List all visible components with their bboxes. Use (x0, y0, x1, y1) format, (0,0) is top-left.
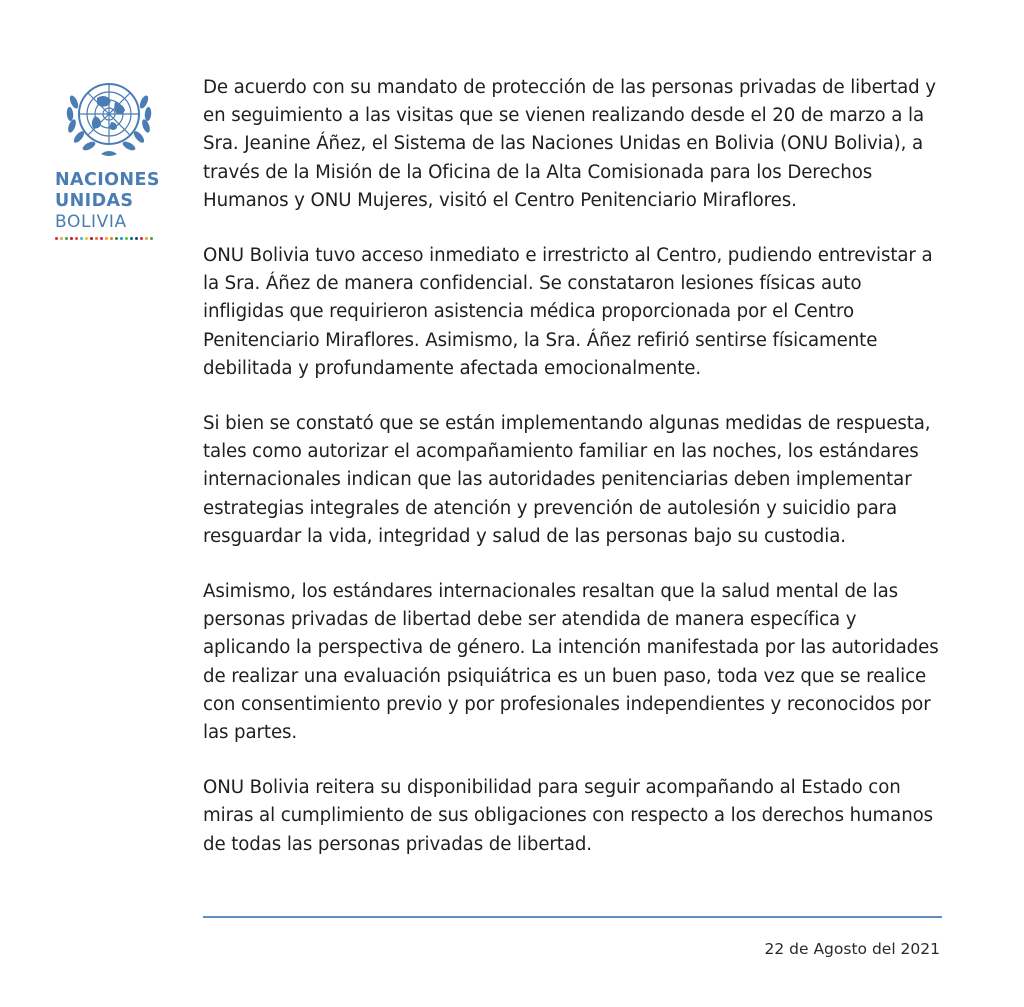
sdg-dot (65, 237, 68, 240)
sdg-dot (75, 237, 78, 240)
logo-text-unidas: UNIDAS (55, 191, 134, 211)
sdg-color-dots (55, 237, 173, 240)
sdg-dot (105, 237, 108, 240)
sdg-dot (125, 237, 128, 240)
logo-text-country: BOLIVIA (55, 212, 127, 232)
sdg-dot (80, 237, 83, 240)
sdg-dot (150, 237, 153, 240)
sdg-dot (85, 237, 88, 240)
sdg-dot (70, 237, 73, 240)
sdg-dot (145, 237, 148, 240)
footer-divider (203, 916, 942, 918)
sdg-dot (120, 237, 123, 240)
paragraph-3: Si bien se constató que se están implementando algunas medidas de respuesta, tales como autorizar el acompañamiento familiar en las noches, los estándares internacionales indican que las autoridades penitenciarias deben implementar estrategias integrales de atención y prevención de autolesión y suicidio para resguardar la vida, integridad y salud de las personas bajo su custodia. (203, 413, 931, 547)
paragraph-2: ONU Bolivia tuvo acceso inmediato e irrestricto al Centro, pudiendo entrevistar a la Sra. Áñez de manera confidencial. Se constataron lesiones físicas auto infligidas que requirieron asistencia médica proporcionada por el Centro Penitenciario Miraflores. Asimismo, la Sra. Áñez refirió sentirse físicamente debilitada y profundamente afectada emocionalmente. (203, 245, 933, 379)
un-emblem-icon (57, 72, 161, 164)
statement-date: 22 de Agosto del 2021 (764, 940, 940, 958)
sdg-dot (95, 237, 98, 240)
sdg-dot (140, 237, 143, 240)
logo-text-naciones: NACIONES (55, 170, 160, 190)
sdg-dot (100, 237, 103, 240)
paragraph-5: ONU Bolivia reitera su disponibilidad para seguir acompañando al Estado con miras al cumplimiento de sus obligaciones con respecto a los derechos humanos de todas las personas privadas de libertad. (203, 777, 934, 855)
paragraph-1: De acuerdo con su mandato de protección de las personas privadas de libertad y en seguimiento a las visitas que se vienen realizando desde el 20 de marzo a la Sra. Jeanine Áñez, el Sistema de las Naciones Unidas en Bolivia (ONU Bolivia), a través de la Misión de la Oficina de la Alta Comisionada para los Derechos Humanos y ONU Mujeres, visitó el Centro Penitenciario Miraflores. (203, 77, 936, 211)
sdg-dot (60, 237, 63, 240)
sdg-dot (55, 237, 58, 240)
sdg-dot (110, 237, 113, 240)
sdg-dot (130, 237, 133, 240)
un-bolivia-logo (55, 72, 173, 240)
sdg-dot (115, 237, 118, 240)
sdg-dot (90, 237, 93, 240)
paragraph-4: Asimismo, los estándares internacionales resaltan que la salud mental de las personas privadas de libertad debe ser atendida de manera específica y aplicando la perspectiva de género. La intención manifestada por las autoridades de realizar una evaluación psiquiátrica es un buen paso, toda vez que se realice con consentimiento previo y por profesionales independientes y reconocidos por las partes. (203, 581, 939, 744)
sdg-dot (135, 237, 138, 240)
statement-body (203, 74, 943, 886)
